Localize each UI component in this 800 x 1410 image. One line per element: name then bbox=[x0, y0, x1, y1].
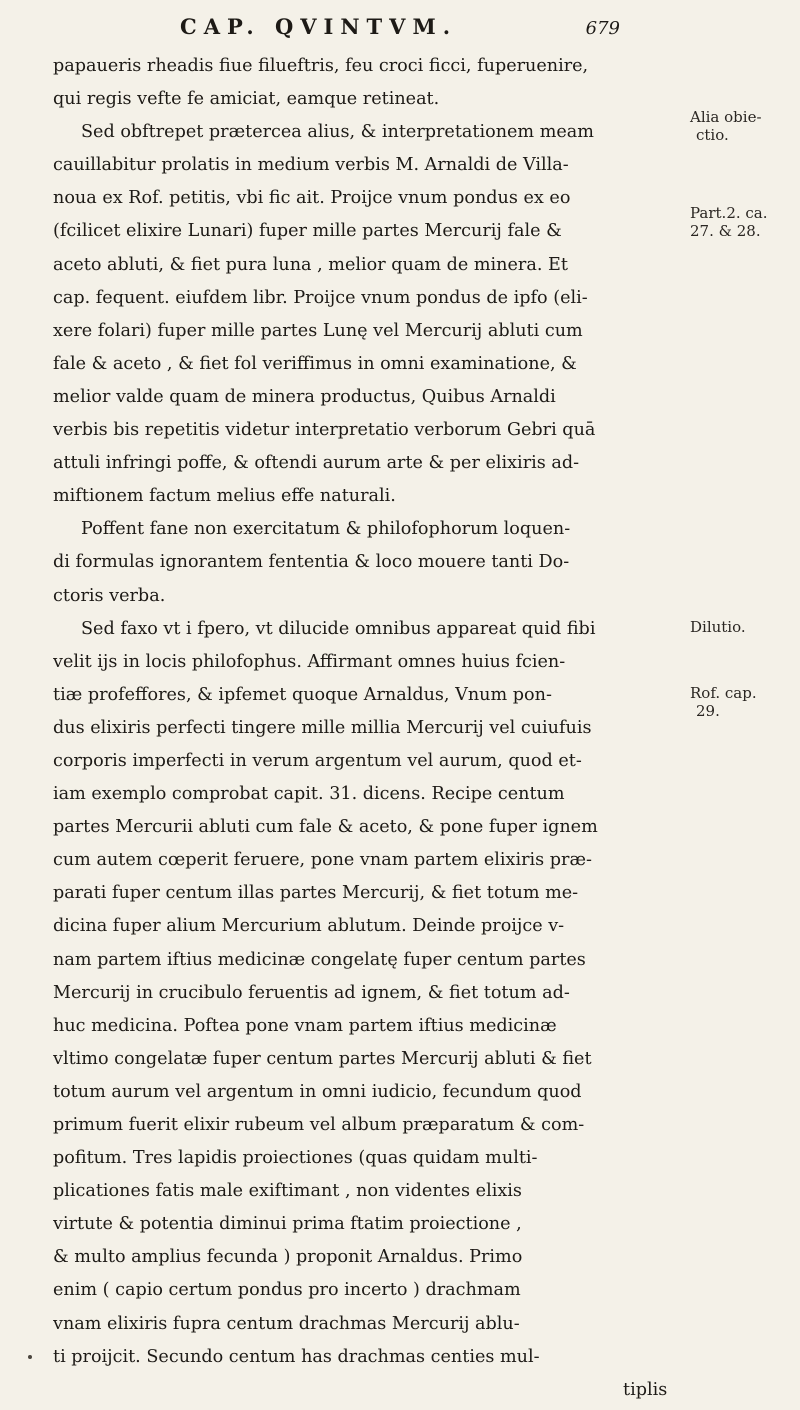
text-line: di formulas ignorantem fententia & loco mouere tanti Do- bbox=[53, 552, 570, 573]
text-line: Sed faxo vt i fpero, vt dilucide omnibus appareat quid fibi bbox=[81, 618, 596, 639]
text-line: totum aurum vel argentum in omni iudicio, fecundum quod bbox=[53, 1081, 582, 1102]
text-line: vltimo congelatæ fuper centum partes Mercurij abluti & fiet bbox=[53, 1048, 592, 1069]
text-line: plicationes fatis male exiftimant , non videntes elixis bbox=[53, 1181, 522, 1202]
text-line: & multo amplius fecunda ) proponit Arnaldus. Primo bbox=[53, 1247, 523, 1268]
text-line: huc medicina. Poftea pone vnam partem iftius medicinæ bbox=[53, 1015, 557, 1036]
text-line: aceto abluti, & fiet pura luna , melior quam de minera. Et bbox=[53, 254, 568, 275]
text-line: cap. fequent. eiufdem libr. Proijce vnum pondus de ipfo (eli- bbox=[53, 287, 588, 308]
text-line: fale & aceto , & fiet fol veriffimus in omni examinatione, & bbox=[53, 353, 577, 374]
chapter-title: CAP. QVINTVM. bbox=[180, 14, 458, 39]
text-line: pofitum. Tres lapidis proiectiones (quas quidam multi- bbox=[53, 1148, 538, 1169]
text-line: attuli infringi poffe, & oftendi aurum arte & per elixiris ad- bbox=[53, 453, 580, 474]
text-line: verbis bis repetitis videtur interpretatio verborum Gebri quā bbox=[53, 420, 596, 441]
text-line: partes Mercurii abluti cum fale & aceto, & pone fuper ignem bbox=[53, 817, 598, 838]
text-line: ctoris verba. bbox=[53, 585, 166, 606]
text-line: Mercurij in crucibulo feruentis ad ignem, & fiet totum ad- bbox=[53, 982, 570, 1003]
text-line: parati fuper centum illas partes Mercurij, & fiet totum me- bbox=[53, 883, 579, 904]
text-line: enim ( capio certum pondus pro incerto ) drachmam bbox=[53, 1280, 521, 1301]
text-line: primum fuerit elixir rubeum vel album præparatum & com- bbox=[53, 1115, 585, 1135]
text-line: corporis imperfecti in verum argentum vel aurum, quod et- bbox=[53, 750, 582, 771]
text-line: Poffent fane non exercitatum & philofophorum loquen- bbox=[81, 519, 571, 540]
text-line: xere folari) fuper mille partes Lunę vel Mercurij abluti cum bbox=[53, 320, 583, 341]
text-line: velit ijs in locis philofophus. Affirmant omnes huius fcien- bbox=[53, 651, 566, 672]
text-line: virtute & potentia diminui prima ftatim proiectione , bbox=[53, 1214, 522, 1235]
ink-speck bbox=[28, 1355, 32, 1359]
text-line: miftionem factum melius effe naturali. bbox=[53, 486, 396, 507]
text-line: melior valde quam de minera productus, Quibus Arnaldi bbox=[53, 386, 556, 407]
text-line: vnam elixiris fupra centum drachmas Mercurij ablu- bbox=[53, 1313, 520, 1334]
text-line: (fcilicet elixire Lunari) fuper mille partes Mercurij fale & bbox=[53, 221, 562, 242]
text-line: cauillabitur prolatis in medium verbis M. Arnaldi de Villa- bbox=[53, 155, 569, 176]
margin-note: Dilutio. bbox=[690, 618, 746, 636]
catchword: tiplis bbox=[623, 1379, 668, 1400]
margin-note: Rof. cap. 29. bbox=[690, 684, 757, 720]
text-line: dicina fuper alium Mercurium ablutum. Deinde proijce v- bbox=[53, 916, 565, 937]
text-line: papaueris rheadis fiue filueftris, feu croci ficci, fuperuenire, bbox=[53, 56, 589, 76]
text-line: noua ex Rof. petitis, vbi fic ait. Proijce vnum pondus ex eo bbox=[53, 188, 571, 209]
text-line: dus elixiris perfecti tingere mille millia Mercurij vel cuiufuis bbox=[53, 717, 592, 738]
text-line: qui regis vefte fe amiciat, eamque retineat. bbox=[53, 89, 440, 110]
margin-note: Part.2. ca. 27. & 28. bbox=[690, 204, 768, 240]
margin-note: Alia obie- ctio. bbox=[690, 108, 762, 144]
main-text-block bbox=[53, 50, 681, 1407]
text-line: Sed obftrepet prætercea alius, & interpretationem meam bbox=[81, 122, 594, 143]
running-header bbox=[180, 10, 620, 44]
text-line: ti proijcit. Secundo centum has drachmas centies mul- bbox=[53, 1346, 540, 1367]
text-line: cum autem cœperit feruere, pone vnam partem elixiris præ- bbox=[53, 850, 592, 871]
text-line: tiæ profeffores, & ipfemet quoque Arnaldus, Vnum pon- bbox=[53, 684, 552, 705]
text-line: iam exemplo comprobat capit. 31. dicens. Recipe centum bbox=[53, 784, 565, 805]
page-number: 679 bbox=[585, 18, 620, 39]
text-line: nam partem iftius medicinæ congelatę fuper centum partes bbox=[53, 949, 586, 970]
